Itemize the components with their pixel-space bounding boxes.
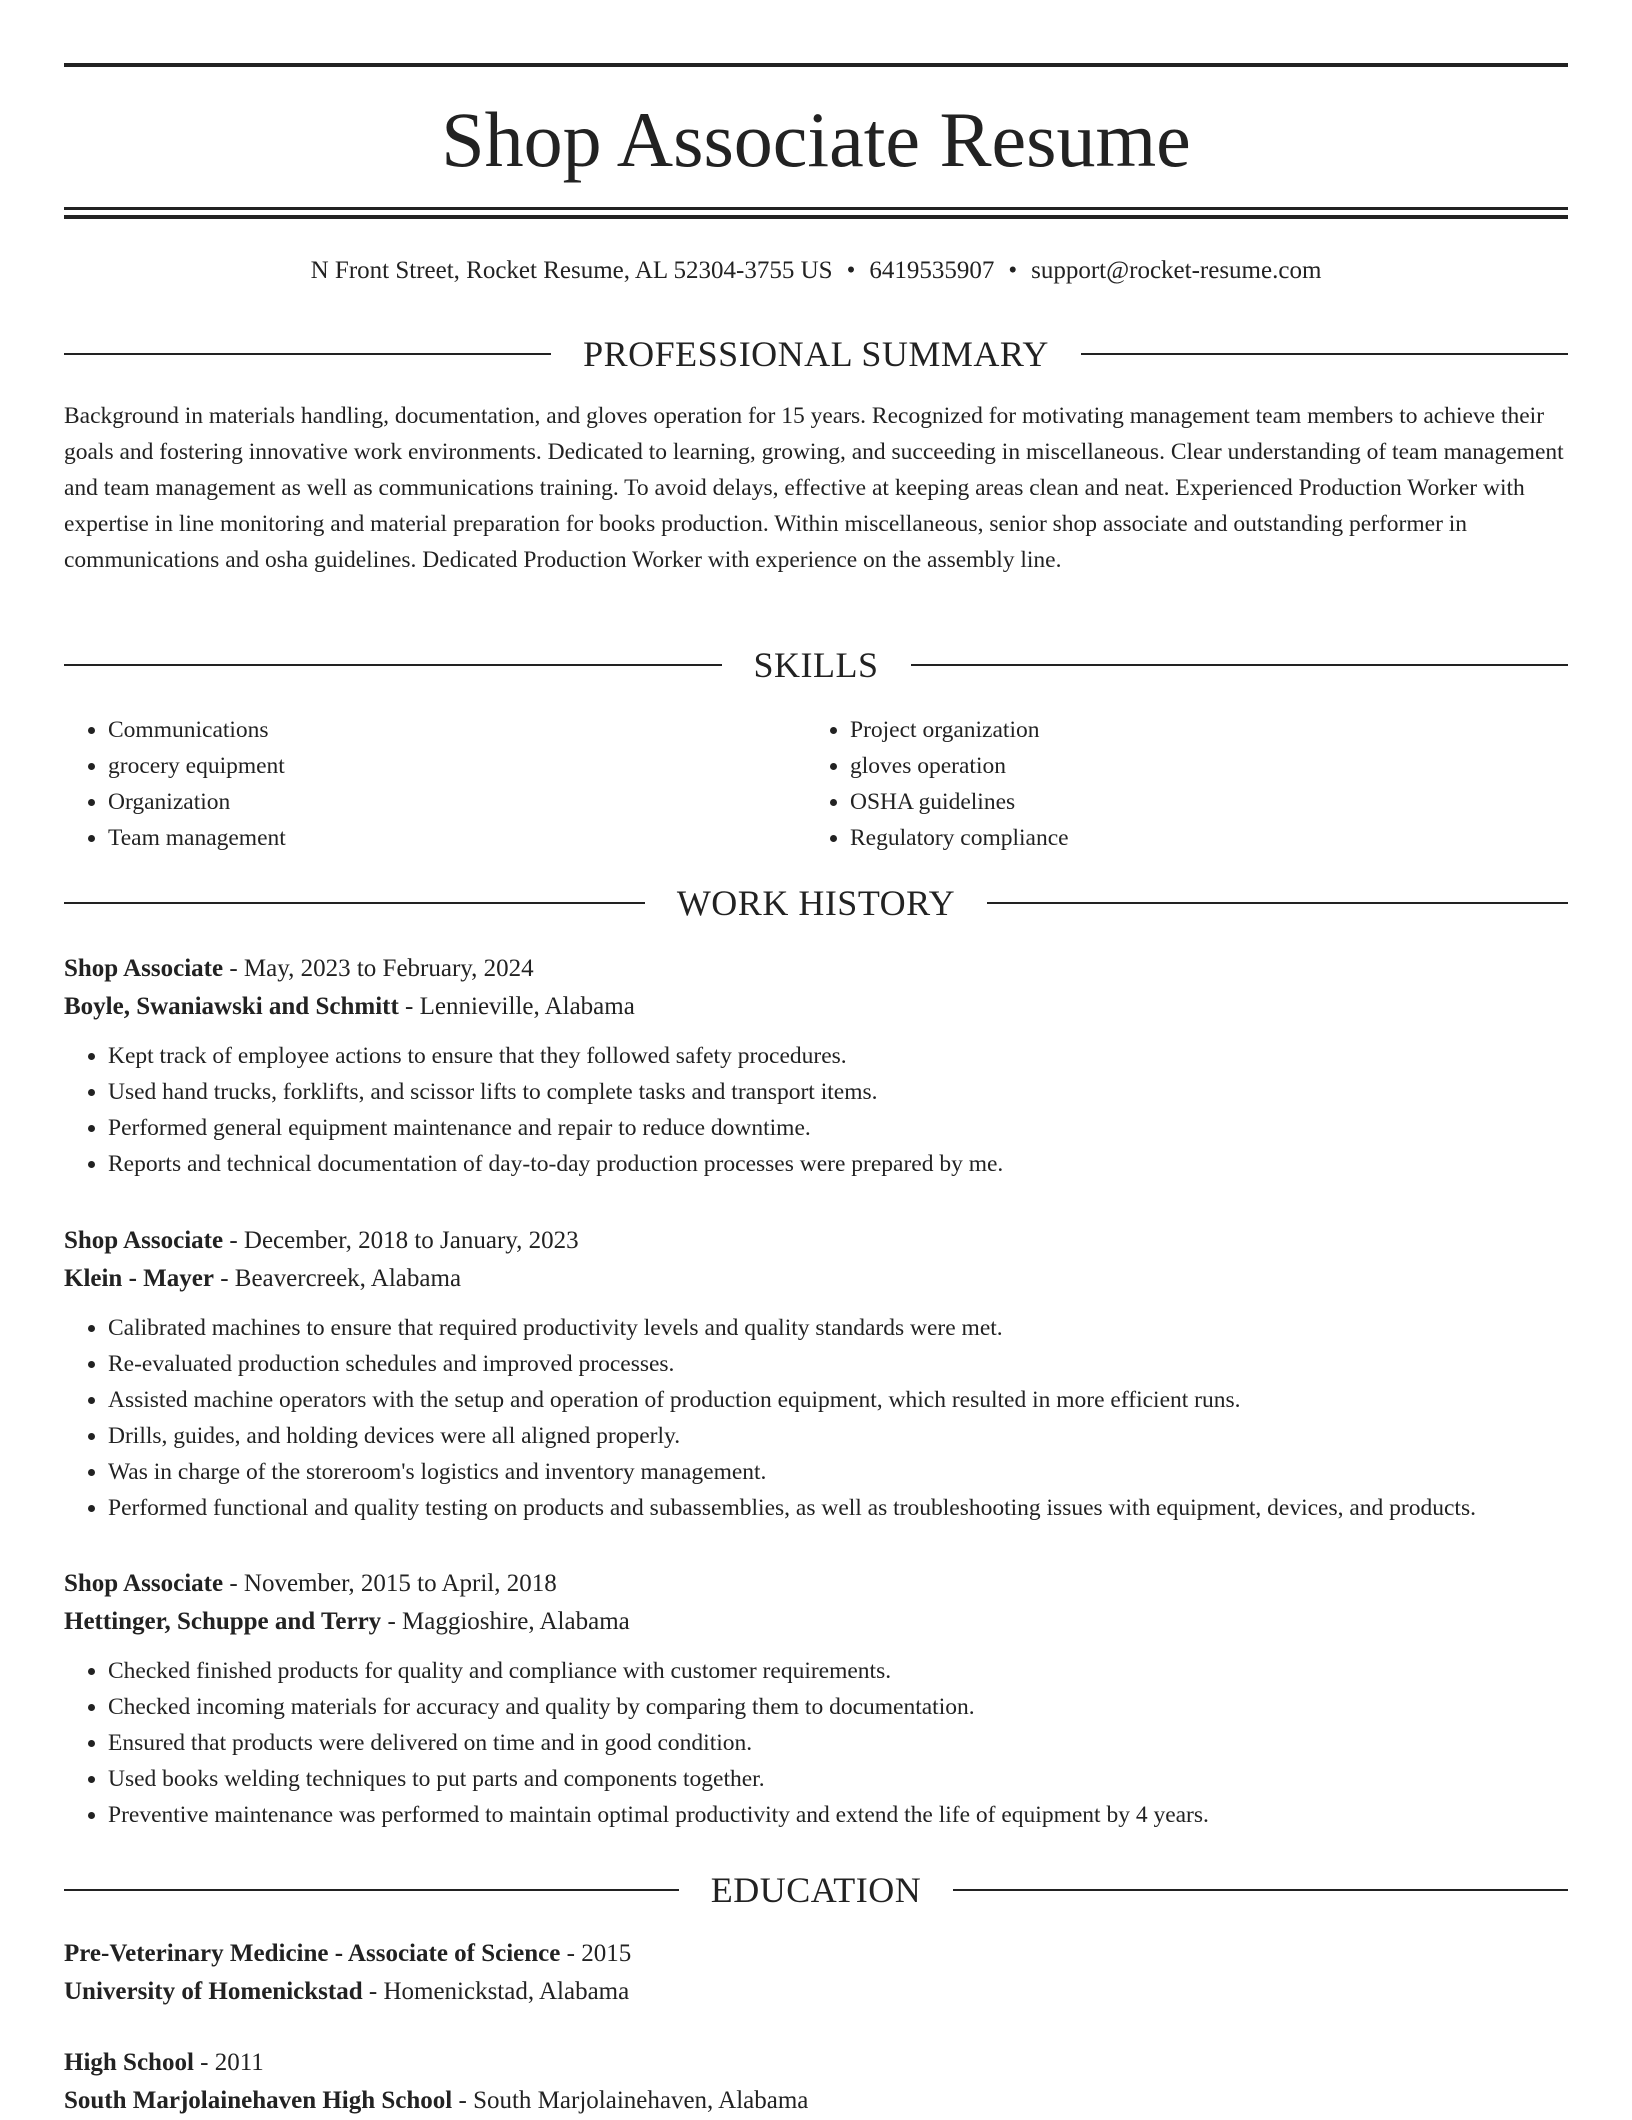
- job-bullets: [64, 1038, 1568, 1182]
- heading-line: [64, 902, 645, 904]
- dash: -: [223, 955, 244, 982]
- education-degree-line: [64, 2044, 1568, 2082]
- skill-item: • grocery equipment: [108, 748, 804, 784]
- education-entry: [64, 2044, 1568, 2120]
- contact-phone: 6419535907: [869, 257, 995, 284]
- work-history-heading-label: WORK HISTORY: [676, 883, 956, 923]
- job-title: Shop Associate: [64, 955, 224, 982]
- job-company: Hettinger, Schuppe and Terry: [64, 1608, 382, 1635]
- dash: -: [223, 1570, 244, 1597]
- job-dates: November, 2015 to April, 2018: [243, 1570, 557, 1597]
- job-company-line: [64, 1260, 1568, 1298]
- contact-separator: •: [846, 257, 856, 284]
- title-rule-upper: [64, 207, 1568, 210]
- job-company-line: [64, 1603, 1568, 1641]
- education-heading: [64, 1868, 1568, 1912]
- job-bullet: • Assisted machine operators with the setup and operation of production equipment, which resulted in more efficient runs.: [108, 1382, 1568, 1418]
- job-bullet: • Calibrated machines to ensure that required productivity levels and quality standards were met.: [108, 1310, 1568, 1346]
- job-bullet: • Drills, guides, and holding devices were all aligned properly.: [108, 1418, 1568, 1454]
- job-bullet: • Was in charge of the storeroom's logistics and inventory management.: [108, 1454, 1568, 1490]
- education-heading-label: EDUCATION: [710, 1870, 922, 1910]
- summary-text: Background in materials handling, documentation, and gloves operation for 15 years. Recognized for motivating management team members to achieve their goals and fostering innovative work environments. Dedicated to learning, growing, and succeeding in miscellaneous. Clear understanding of team management and team management as well as communications training. To avoid delays, effective at keeping areas clean and neat. Experienced Production Worker with expertise in line monitoring and material preparation for books production. Within miscellaneous, senior shop associate and outstanding performer in communications and osha guidelines. Dedicated Production Worker with experience on the assembly line.: [64, 403, 1564, 573]
- job-company: Klein - Mayer: [64, 1265, 214, 1292]
- page-title: Shop Associate Resume: [441, 96, 1191, 183]
- education-location: South Marjolainehaven, Alabama: [473, 2087, 809, 2114]
- contact-separator: •: [1008, 257, 1018, 284]
- skill-item: • Organization: [108, 784, 804, 820]
- education-degree: High School: [64, 2049, 194, 2076]
- education-school-line: [64, 2082, 1568, 2120]
- job-bullet: • Performed functional and quality testing on products and subassemblies, as well as troubleshooting issues with equipment, devices, and products.: [108, 1490, 1568, 1526]
- job-bullet: • Checked incoming materials for accuracy and quality by comparing them to documentation.: [108, 1689, 1568, 1725]
- job-bullet: • Kept track of employee actions to ensure that they followed safety procedures.: [108, 1038, 1568, 1074]
- dash: -: [193, 2049, 215, 2076]
- job-bullet: • Performed general equipment maintenance and repair to reduce downtime.: [108, 1110, 1568, 1146]
- education-school: South Marjolainehaven High School: [64, 2087, 453, 2114]
- education-school: University of Homenickstad: [64, 1978, 363, 2005]
- heading-line: [1081, 353, 1568, 355]
- heading-line: [64, 353, 551, 355]
- dash: -: [223, 1227, 244, 1254]
- job-bullet: • Used books welding techniques to put parts and components together.: [108, 1761, 1568, 1797]
- contact-email: support@rocket-resume.com: [1031, 257, 1322, 284]
- education-degree-line: [64, 1935, 1568, 1973]
- contact-address: N Front Street, Rocket Resume, AL 52304-3755 US: [310, 257, 833, 284]
- dash: -: [398, 993, 420, 1020]
- education-school-line: [64, 1973, 1568, 2011]
- job-bullet: • Re-evaluated production schedules and improved processes.: [108, 1346, 1568, 1382]
- education-entry: [64, 1935, 1568, 2011]
- title-rule-lower: [64, 215, 1568, 219]
- skills-column-left: [64, 712, 804, 856]
- education-location: Homenickstad, Alabama: [383, 1978, 630, 2005]
- job-location: Maggioshire, Alabama: [402, 1608, 630, 1635]
- dash: -: [213, 1265, 235, 1292]
- heading-line: [64, 1889, 679, 1891]
- skill-item: • gloves operation: [850, 748, 1566, 784]
- job-entry: [64, 1565, 1568, 1833]
- job-location: Lennieville, Alabama: [419, 993, 635, 1020]
- job-entry: [64, 1222, 1568, 1526]
- job-title-line: [64, 1222, 1568, 1260]
- skill-item: • OSHA guidelines: [850, 784, 1566, 820]
- skills-heading-label: SKILLS: [753, 645, 879, 685]
- job-bullets: [64, 1310, 1568, 1526]
- dash: -: [452, 2087, 474, 2114]
- education-year: 2011: [214, 2049, 264, 2076]
- education-degree: Pre-Veterinary Medicine - Associate of Science: [64, 1940, 561, 1967]
- job-bullet: • Reports and technical documentation of day-to-day production processes were prepared by me.: [108, 1146, 1568, 1182]
- job-bullet: • Ensured that products were delivered on time and in good condition.: [108, 1725, 1568, 1761]
- summary-heading: [64, 332, 1568, 376]
- contact-line: [64, 254, 1568, 288]
- job-dates: May, 2023 to February, 2024: [243, 955, 534, 982]
- summary-heading-label: PROFESSIONAL SUMMARY: [583, 334, 1049, 374]
- job-title: Shop Associate: [64, 1227, 224, 1254]
- skill-item: • Team management: [108, 820, 804, 856]
- job-bullet: • Preventive maintenance was performed to maintain optimal productivity and extend the life of equipment by 4 years.: [108, 1797, 1568, 1833]
- heading-line: [911, 664, 1569, 666]
- education-year: 2015: [581, 1940, 632, 1967]
- skills-heading: [64, 643, 1568, 687]
- work-history-heading: [64, 881, 1568, 925]
- skills-column-right: [806, 712, 1566, 856]
- skill-item: • Project organization: [850, 712, 1566, 748]
- job-title-line: [64, 1565, 1568, 1603]
- job-bullet: • Checked finished products for quality and compliance with customer requirements.: [108, 1653, 1568, 1689]
- heading-line: [64, 664, 722, 666]
- job-title: Shop Associate: [64, 1570, 224, 1597]
- job-entry: [64, 950, 1568, 1182]
- job-title-line: [64, 950, 1568, 988]
- job-bullets: [64, 1653, 1568, 1833]
- top-rule: [64, 63, 1568, 67]
- dash: -: [381, 1608, 403, 1635]
- job-company-line: [64, 988, 1568, 1026]
- skill-item: • Regulatory compliance: [850, 820, 1566, 856]
- job-company: Boyle, Swaniawski and Schmitt: [64, 993, 399, 1020]
- job-bullet: • Used hand trucks, forklifts, and scissor lifts to complete tasks and transport items.: [108, 1074, 1568, 1110]
- heading-line: [953, 1889, 1568, 1891]
- dash: -: [362, 1978, 384, 2005]
- dash: -: [560, 1940, 582, 1967]
- job-location: Beavercreek, Alabama: [234, 1265, 462, 1292]
- job-dates: December, 2018 to January, 2023: [243, 1227, 579, 1254]
- heading-line: [987, 902, 1568, 904]
- skill-item: • Communications: [108, 712, 804, 748]
